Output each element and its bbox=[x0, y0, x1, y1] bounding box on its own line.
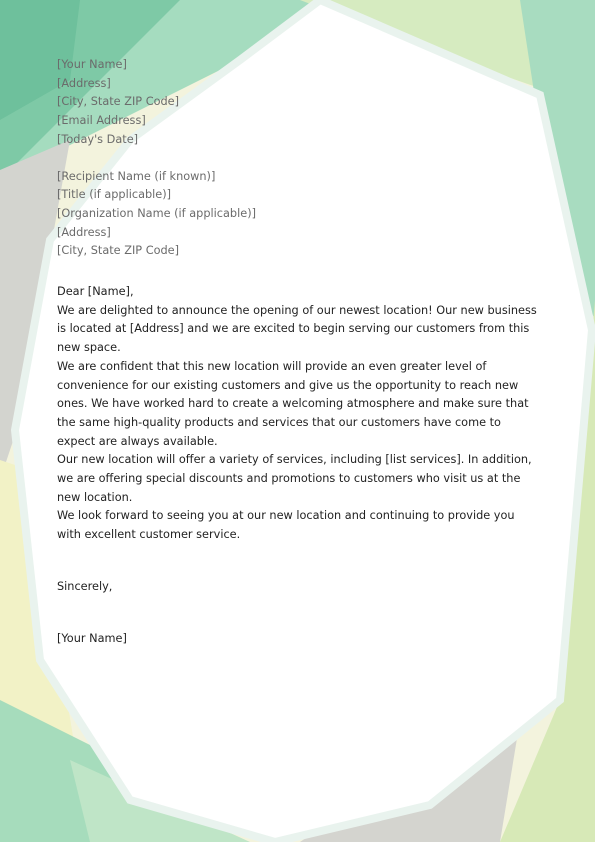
recipient-city-state-zip: [City, State ZIP Code] bbox=[57, 244, 180, 258]
sender-email: [Email Address] bbox=[57, 114, 146, 128]
signature-name: [Your Name] bbox=[57, 631, 127, 645]
recipient-address: [Address] bbox=[57, 225, 111, 239]
sender-block bbox=[57, 56, 539, 150]
recipient-title: [Title (if applicable)] bbox=[57, 188, 172, 202]
recipient-organization: [Organization Name (if applicable)] bbox=[57, 206, 257, 220]
letter-date: [Today's Date] bbox=[57, 132, 139, 146]
body-paragraph-1: We are delighted to announce the opening of our newest location! Our new business is located at [Address] and we are excited to begin serving our customers from this new space. bbox=[57, 303, 537, 355]
recipient-name: [Recipient Name (if known)] bbox=[57, 169, 216, 183]
recipient-block bbox=[57, 168, 539, 262]
salutation: Dear [Name], bbox=[57, 285, 134, 299]
sender-address: [Address] bbox=[57, 76, 111, 90]
sender-city-state-zip: [City, State ZIP Code] bbox=[57, 95, 180, 109]
body-paragraph-4: We look forward to seeing you at our new location and continuing to provide you with excellent customer service. bbox=[57, 509, 515, 542]
body-paragraph-2: We are confident that this new location will provide an even greater level of convenience for our existing customers and give us the opportunity to reach new ones. We have worked hard to create a welcoming atmosphere and make sure that the same high-quality products and services that our customers have come to expect are always available. bbox=[57, 359, 529, 448]
letter bbox=[57, 56, 539, 648]
body-paragraph-3: Our new location will offer a variety of services, including [list services]. In addition, we are offering special discounts and promotions to customers who visit us at the new location. bbox=[57, 453, 532, 504]
closing: Sincerely, bbox=[57, 579, 113, 593]
sender-name: [Your Name] bbox=[57, 58, 127, 71]
